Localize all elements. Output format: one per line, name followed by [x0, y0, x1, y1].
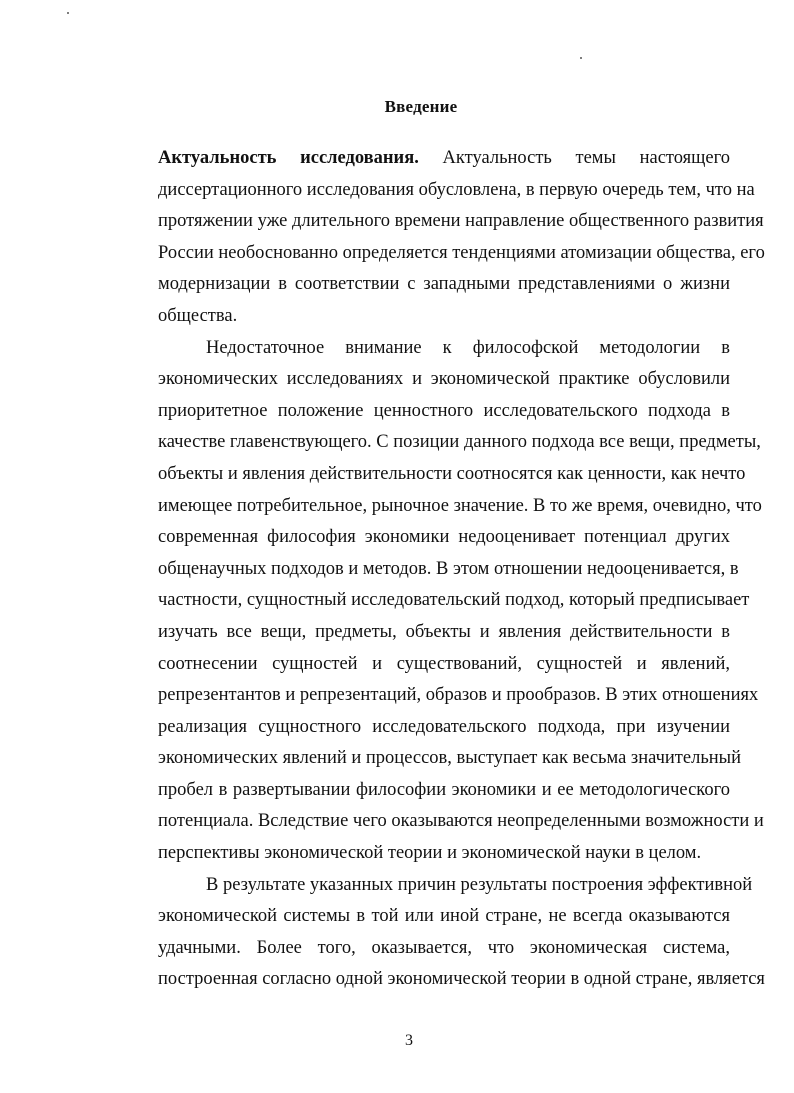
- lead-rest: Актуальность темы настоящего: [442, 148, 730, 168]
- text-line: экономической системы в той или иной стране, не всегда оказываются: [158, 906, 730, 927]
- text-line: потенциала. Вследствие чего оказываются неопределенными возможности и: [158, 811, 764, 832]
- text-line: В результате указанных причин результаты построения эффективной: [206, 874, 753, 895]
- text-line: построенная согласно одной экономической теории в одной стране, является: [158, 969, 765, 990]
- lead-heading: Актуальность исследования.: [158, 148, 419, 168]
- text-line: частности, сущностный исследовательский подход, который предписывает: [158, 590, 750, 611]
- text-line: протяжении уже длительного времени направление общественного развития: [158, 211, 764, 232]
- text-line: изучать все вещи, предметы, объекты и явления действительности в: [158, 621, 730, 642]
- text-line: экономических исследованиях и экономической практике обусловили: [158, 369, 730, 390]
- text-line: удачными. Более того, оказывается, что экономическая система,: [158, 937, 730, 958]
- text-line: общества.: [158, 305, 238, 326]
- body-text: [110, 143, 765, 996]
- text-line: перспективы экономической теории и экономической науки в целом.: [158, 843, 702, 864]
- text-line: модернизации в соответствии с западными представлениями о жизни: [158, 274, 730, 295]
- text-line: имеющее потребительное, рыночное значение. В то же время, очевидно, что: [158, 495, 762, 516]
- text-line: репрезентантов и репрезентаций, образов и прообразов. В этих отношениях: [158, 685, 759, 706]
- text-line: объекты и явления действительности соотносятся как ценности, как нечто: [158, 463, 746, 484]
- text-line: [110, 143, 730, 175]
- section-title: Введение: [384, 97, 458, 116]
- page-number: 3: [405, 1032, 413, 1049]
- paragraph-relevance: [110, 143, 765, 333]
- text-line: приоритетное положение ценностного исследовательского подхода в: [158, 400, 730, 421]
- text-line: реализация сущностного исследовательского подхода, при изучении: [158, 716, 730, 737]
- text-line: Недостаточное внимание к философской методологии в: [206, 337, 730, 358]
- scan-speck: [580, 57, 582, 59]
- text-line: современная философия экономики недооценивает потенциал других: [158, 527, 730, 548]
- scan-speck: [67, 12, 69, 14]
- text-line: пробел в развертывании философии экономики и ее методологического: [158, 779, 730, 800]
- text-line: России необоснованно определяется тенденциями атомизации общества, его: [158, 242, 765, 263]
- text-line: экономических явлений и процессов, выступает как весьма значительный: [158, 748, 741, 769]
- text-line: общенаучных подходов и методов. В этом отношении недооценивается, в: [158, 558, 739, 579]
- paragraph-methodology: [110, 333, 764, 870]
- text-line: соотнесении сущностей и существований, сущностей и явлений,: [158, 653, 730, 674]
- text-line: диссертационного исследования обусловлена, в первую очередь тем, что на: [158, 179, 755, 200]
- text-line: качестве главенствующего. С позиции данного подхода все вещи, предметы,: [158, 432, 761, 453]
- paragraph-results: [110, 870, 765, 996]
